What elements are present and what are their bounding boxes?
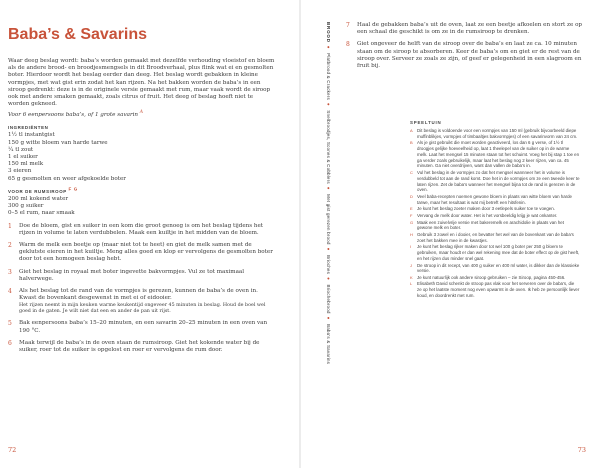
ingredient-item: ¼ tl zout	[8, 146, 34, 153]
runner-item: Snelbroodjes, Scones & Cobblers	[326, 110, 331, 184]
syrup-item: 0–5 el rum, naar smaak	[8, 210, 75, 217]
syrup-heading	[8, 188, 276, 195]
method-steps-continued	[346, 22, 582, 75]
method-step	[8, 340, 276, 354]
method-step	[346, 22, 582, 36]
serving-text: Voor 6 eenpersoons baba’s, of 1 grote savarin	[8, 111, 139, 118]
tip-key: F	[410, 212, 413, 218]
recipe-body	[8, 58, 276, 359]
tip-key: D	[410, 193, 413, 199]
tip-key: K	[410, 274, 413, 280]
runner-item: Platbrood & Crackers	[326, 53, 331, 100]
runner-item-current: Baba’s & Savarins	[326, 324, 331, 365]
tips-panel	[410, 120, 580, 300]
ingredient-item: 150 ml melk	[8, 161, 44, 168]
tip-key: L	[410, 281, 413, 287]
ingredient-item: 3 eieren	[8, 168, 32, 175]
page-title: Baba’s & Savarins	[8, 26, 148, 43]
step-text: Als het beslag tot de rand van de vormpjes is gerezen, kunnen de baba’s de oven in. Kwast de bovenkant desgewenst in met ei of eidooier.	[19, 287, 258, 302]
tip-key: A	[410, 127, 413, 133]
page-number-left: 72	[8, 446, 17, 454]
syrup-footnote-ref: F G	[68, 186, 78, 192]
tip-text: Veel baba-recepten noemen gewone bloem in plaats van witte bloem van harde tarwe, maar het resultaat is wat mij betreft een hitsfenin.	[417, 193, 572, 205]
step-number: 3	[8, 268, 12, 276]
tip-item	[410, 194, 580, 206]
syrup-list	[8, 196, 276, 218]
runner-separator: ●	[326, 316, 331, 320]
tip-text: Je kunt het beslag rijker maken door tot wel 100 g boter per 250 g bloem te gebruiken, maar houdt er dan wel rekening mee dat de boter effect op de gist heeft, en het rijzen dus minder snel gaat.	[417, 244, 580, 261]
chapter-runner	[324, 22, 334, 365]
tip-key: I	[410, 244, 412, 250]
method-step	[8, 269, 276, 283]
step-text: Bak eenpersoons baba’s 15–20 minuten, en een savarin 20–25 minuten in een oven van 190 °C.	[19, 320, 268, 334]
tip-item	[410, 263, 580, 275]
step-text: Giet ongeveer de helft van de siroop over de baba’s en laat ze ca. 10 minuten staan om de siroop te absorberen. Keer de baba’s om en giet er de rest van de siroop over. Serveer ze zoals ze zijn, of geef er gelegenheid in een slagroom en fruit bij.	[357, 41, 582, 70]
tip-item	[410, 206, 580, 212]
ingredient-item: 1½ tl instantgist	[8, 132, 55, 139]
page-number-right: 73	[577, 446, 586, 454]
runner-separator: ●	[326, 247, 331, 251]
step-text: Doe de bloem, gist en suiker in een kom die groot genoeg is om het beslag tijdens het rijzen in volume te laten verdubbelen. Maak een kuiltje in het midden van de bloem.	[19, 222, 264, 236]
method-step	[346, 41, 582, 70]
method-step	[8, 320, 276, 334]
step-number: 5	[8, 320, 12, 328]
step-number: 1	[8, 222, 12, 230]
method-step	[8, 223, 276, 237]
chapter-runner-text	[323, 22, 333, 365]
serving-line	[8, 112, 276, 119]
syrup-heading-text: VOOR DE RUMSIROOP	[8, 188, 67, 194]
step-note: Het rijzen neemt in mijn keuken warme keukentijd ongeveer 45 minuten in beslag. Houd de boel wel goed in de gaten. Je wilt niet dat een en ander de pan uit rijst.	[19, 303, 266, 315]
tip-item	[410, 275, 580, 281]
tip-text: Je kunt natuurlijk ook andere siroop gebruiken – zie Siroop, pagina 450-456.	[417, 274, 566, 280]
syrup-item: 300 g suiker	[8, 203, 44, 210]
ingredients-list	[8, 132, 276, 182]
ingredient-item: 1 el suiker	[8, 153, 38, 160]
tips-heading: SPEELTUIN	[410, 120, 442, 125]
method-step	[8, 242, 276, 264]
step-number: 8	[346, 41, 350, 49]
tip-key: C	[410, 169, 413, 175]
method-step	[8, 288, 276, 315]
syrup-section	[8, 188, 276, 218]
ingredient-item: 150 g witte bloem van harde tarwe	[8, 139, 108, 146]
tip-text: Je kunt het beslag zoeter maken door 3 eetlepels suiker toe te voegen.	[417, 206, 555, 212]
step-number: 6	[8, 339, 12, 347]
serving-footnote-ref: A	[139, 110, 144, 116]
left-page	[0, 0, 299, 468]
runner-separator: ●	[326, 186, 331, 190]
runner-separator: ●	[326, 102, 331, 106]
tip-item	[410, 128, 580, 140]
runner-separator: ●	[326, 277, 331, 280]
tip-text: Maak een zuivelvrije versie met bakeremelk en arachidolie in plaats van het gewone melk en boter.	[417, 219, 564, 231]
tip-item	[410, 281, 580, 298]
tip-text: De stroop in dit recept, van 400 g suiker en 400 ml water, is dikker dan de klassieke versie.	[417, 262, 580, 274]
tip-key: H	[410, 231, 413, 237]
ingredients-section	[8, 124, 276, 183]
tip-text: Als je gist gebruikt die moet worden geactiveerd, los dan 6 g verse, of 1½ tl droogjes gelijke hoeveelheid op, laat 1 theelepel van de suiker op in de warme melk. Laat het mengsel 15 minuten staan tot het schuimt. Voeg het bij stap 1 toe en ga verder zoals gebruikelijk, maar laat het beslag nog 2 keer rijzen, van ca. 45 minuten. Ga niet overdrijven, want dan vallen de baba’s in.	[417, 140, 580, 169]
step-text: Maak terwijl de baba’s in de oven staan de rumsiroop. Giet het kokende water bij de suiker, roer tot de suiker is opgelost en roer er vervolgens de rum door.	[19, 339, 260, 353]
tip-key: B	[410, 140, 413, 146]
runner-item: Met gist gerezen brood	[326, 194, 331, 245]
method-steps	[8, 223, 276, 355]
ingredients-heading: INGREDIËNTEN	[8, 125, 49, 131]
step-text: Warm de melk een beetje op (maar niet tot te heet) en giet de melk samen met de geklutste eieren in het kuiltje. Meng alles goed en klop er vervolgens de gesmolten boter door tot een homogeen beslag hebt.	[19, 241, 273, 263]
tip-text: Gebruik 3 zowel en i dooier, en bevatter het wel van de bovenkant van de baba’s zoet het bakken mee in de kwastjes.	[417, 231, 574, 243]
syrup-item: 200 ml kokend water	[8, 195, 69, 202]
tip-item	[410, 213, 580, 219]
tip-item	[410, 220, 580, 232]
tip-key: J	[410, 262, 412, 268]
tip-item	[410, 140, 580, 169]
intro-paragraph: Waar deeg beslag wordt: baba’s worden gemaakt met dezelfde verhouding vloeistof en bloem als de andere brood- en broodjesmengsels in dit Broodverhaal, plus flink wat ei en gesmolten boter. Hierdoor wordt het beslag eerder dan deeg. Het beslag wordt gebakken in kleine vormpjes, met wat gist erin zodat het kan rijzen. Na het bakken worden de baba’s in een siroop gedrenkt: deze is in de originele versie gemaakt met rum, maar vaak wordt de siroop ook met andere smaken gemaakt, zoals citrus of fruit. Het deeg of beslag hoeft niet te worden gekneed.	[8, 58, 275, 108]
runner-item: Briochebrood	[326, 284, 331, 314]
runner-section: BROOD	[326, 22, 331, 43]
tip-item	[410, 232, 580, 244]
runner-separator: ●	[326, 45, 331, 49]
step-number: 7	[346, 22, 350, 29]
tip-item	[410, 244, 580, 261]
step-text: Giet het beslag in royaal met boter ingevette bakvormpjes. Vul ze tot maximaal halverwege.	[19, 268, 245, 282]
step-number: 2	[8, 241, 12, 249]
runner-item: Brioches	[326, 254, 331, 275]
tip-key: E	[410, 206, 413, 212]
tip-text: Vul het beslag in de vormpjes zo dat het mengsel wannneer het in volume is verdubbeld tot aan de rand komt. Doe het in de vormpjes om ze een tweede keer te laten rijzen. Zet de baba’s wanneer het mengsel bijna tot de rand is gerezen in de oven.	[417, 169, 580, 193]
tip-text: Vervang de melk door water. Het is het vorsbeeldig krijg je wat onkanter.	[417, 212, 558, 218]
tip-text: Elisabeth David schenkt de stroop pas vlak voor het serveren over de baba’s, die ze op het laatste moment nog even opwarmt in de oven. Ik heb ze persoonlijk liever koud, en doordrenkt met rum.	[417, 281, 580, 299]
step-number: 4	[8, 287, 12, 295]
step-text: Haal de gebakken baba’s uit de oven, laat ze een beetje afkoelen en stort ze op een schaal die geschikt is om ze in de rumsiroop te drenken.	[357, 22, 583, 36]
ingredient-item: 65 g gesmolten en weer afgekoelde boter	[8, 175, 126, 182]
tip-key: G	[410, 219, 414, 225]
tips-list	[410, 128, 580, 299]
tip-text: Dit beslag is voldoende voor een vormpjes van 150 ml (gebruik bijvoorbeeld diepe muffinblikjes, vormpjes of timbaaltjes bakvormpjes) of een savarinvorm van 24 cm.	[417, 127, 578, 139]
tip-item	[410, 170, 580, 193]
